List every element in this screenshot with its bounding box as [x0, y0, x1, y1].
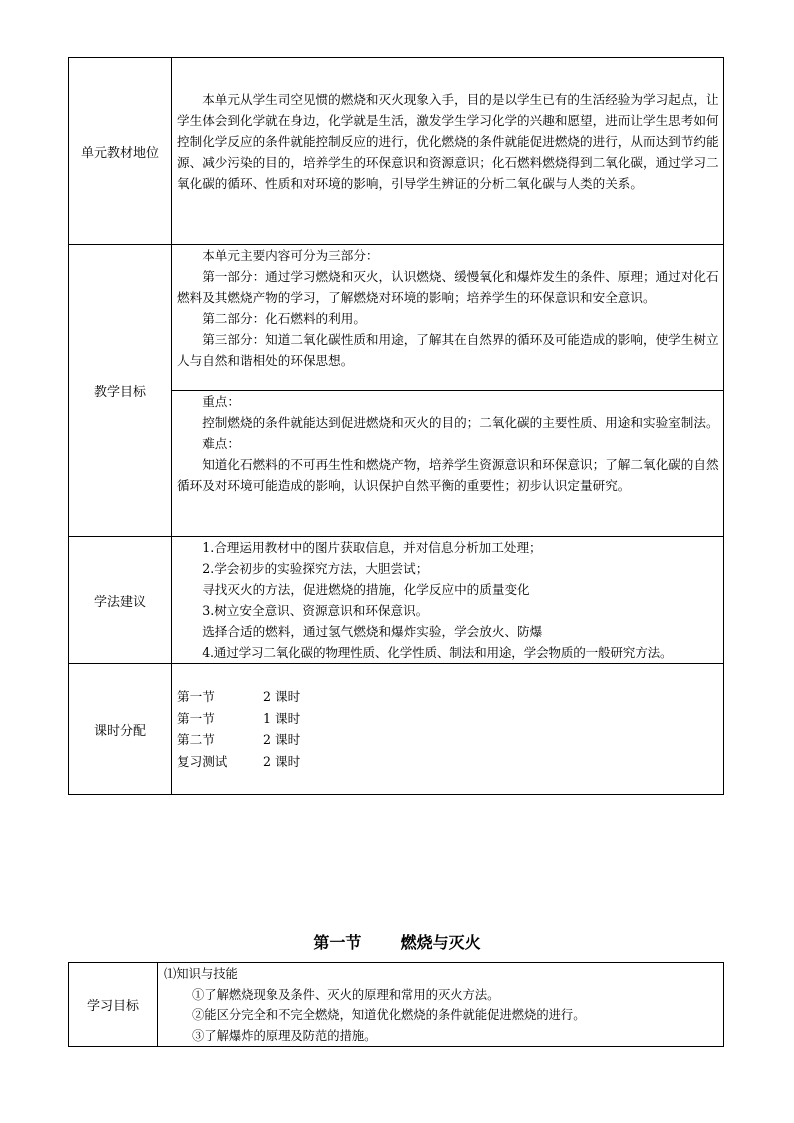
difficulty-label: 难点：	[202, 436, 240, 451]
section-heading	[0, 930, 794, 953]
schedule-section: 复习测试	[177, 753, 228, 769]
row-label-hour-allocation: 课时分配	[69, 664, 172, 795]
schedule-hours: 2 课时	[263, 732, 301, 747]
goals-part1: 第一部分：通过学习燃烧和灭火，认识燃烧、缓慢氧化和爆炸发生的条件、原理；通过对化石燃料及其燃烧产物的学习，了解燃烧对环境的影响；培养学生的环保意识和安全意识。	[177, 269, 719, 305]
method-item: 2.学会初步的实验探究方法，大胆尝试；	[202, 561, 429, 576]
schedule-row	[177, 729, 718, 751]
schedule-section: 第一节	[177, 689, 215, 704]
method-item: 寻找灭火的方法，促进燃烧的措施，化学反应中的质量变化	[202, 582, 530, 597]
row-label-unit-position: 单元教材地位	[69, 58, 172, 245]
schedule-row	[177, 751, 718, 773]
learning-goals-content	[158, 963, 724, 1047]
row-label-teaching-goals: 教学目标	[69, 245, 172, 537]
row-label-learning-goals: 学习目标	[69, 963, 158, 1047]
goals-subtitle: ⑴知识与技能	[164, 967, 238, 981]
schedule-section: 第一节	[177, 710, 215, 726]
method-item: 1.合理运用教材中的图片获取信息，并对信息分析加工处理；	[202, 540, 542, 555]
method-item: 选择合适的燃料，通过氢气燃烧和爆炸实验，学会放火、防爆	[202, 624, 543, 639]
table-row	[69, 245, 724, 391]
study-methods-content	[172, 537, 724, 664]
key-text: 控制燃烧的条件就能达到促进燃烧和灭火的目的；二氧化碳的主要性质、用途和实验室制法。	[202, 415, 719, 430]
learning-goals-table	[68, 962, 724, 1047]
unit-position-content	[172, 58, 724, 245]
schedule-hours: 2 课时	[263, 753, 301, 769]
schedule-hours: 2 课时	[263, 689, 301, 704]
section-number: 第一节	[313, 933, 362, 952]
row-label-study-methods: 学法建议	[69, 537, 172, 664]
goal-item: ②能区分完全和不完全燃烧，知道优化燃烧的条件就能促进燃烧的进行。	[192, 1008, 586, 1022]
unit-plan-table	[68, 57, 724, 795]
schedule-hours: 1 课时	[263, 710, 301, 726]
goals-intro: 本单元主要内容可分为三部分：	[202, 248, 379, 263]
key-points-content	[172, 391, 724, 537]
table-row	[69, 58, 724, 245]
table-row	[69, 664, 724, 795]
method-item: 3.树立安全意识、资源意识和环保意识。	[202, 603, 429, 618]
schedule-row	[177, 708, 718, 730]
goal-item: ③了解爆炸的原理及防范的措施。	[192, 1028, 377, 1043]
goals-part3: 第三部分：知道二氧化碳性质和用途，了解其在自然界的循环及可能造成的影响，使学生树立人与自然和谐相处的环保思想。	[177, 332, 719, 368]
goal-item: ①了解燃烧现象及条件、灭火的原理和常用的灭火方法。	[192, 987, 500, 1002]
goals-part2: 第二部分：化石燃料的利用。	[202, 311, 366, 326]
difficulty-text: 知道化石燃料的不可再生性和燃烧产物，培养学生资源意识和环保意识；了解二氧化碳的自然循环及对环境可能造成的影响，认识保护自然平衡的重要性；初步认识定量研究。	[177, 457, 719, 493]
table-row	[69, 963, 724, 1047]
unit-position-text: 本单元从学生司空见惯的燃烧和灭火现象入手，目的是以学生已有的生活经验为学习起点，让学生体会到化学就在身边，化学就是生活，激发学生学习化学的兴趣和愿望，进而让学生思考如何控制化学反应的条件就能控制反应的进行，优化燃烧的条件就能促进燃烧的进行，从而达到节约能源、减少污染的目的，培养学生的环保意识和资源意识；化石燃料燃烧得到二氧化碳，通过学习二氧化碳的循环、性质和对环境的影响，引导学生辨证的分析二氧化碳与人类的关系。	[177, 92, 719, 191]
hour-allocation-content	[172, 664, 724, 795]
section-title: 燃烧与灭火	[400, 933, 481, 952]
table-row	[69, 537, 724, 664]
schedule-row	[177, 686, 718, 708]
schedule-section: 第二节	[177, 732, 215, 747]
method-item: 4.通过学习二氧化碳的物理性质、化学性质、制法和用途，学会物质的一般研究方法。	[202, 645, 673, 660]
teaching-goals-content	[172, 245, 724, 391]
key-label: 重点：	[202, 394, 240, 409]
